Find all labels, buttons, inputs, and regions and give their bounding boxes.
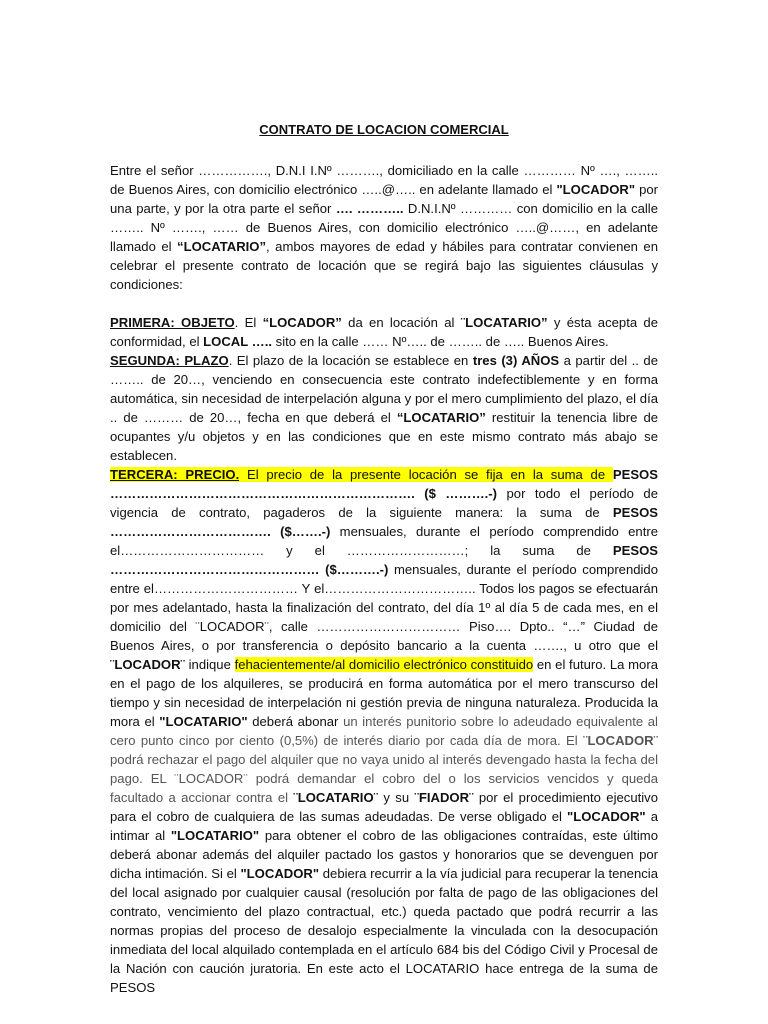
clause-text: mensuales, durante el período comprendido entre el…………………………… y el ………………………; la suma de — [110, 524, 658, 558]
clause-heading-primera: PRIMERA: OBJETO — [110, 315, 235, 330]
term-duration: tres (3) AÑOS — [472, 353, 560, 368]
grey-text: un interés punitorio sobre lo adeudado equivalente al cero punto cinco por ciento (0,5%) de interés diario por cada día de mora. El — [110, 714, 658, 748]
locatario-term: "LOCATARIO" — [170, 828, 260, 843]
document-title: CONTRATO DE LOCACION COMERCIAL — [259, 122, 509, 137]
clause-text: a partir del .. de …….. de 20…, venciendo en consecuencia este contrato indefectiblemente y en forma automática, sin necesidad de interpelación alguna y por el mero cumplimiento del plazo, el día .. de ……… de 20…, fecha en que deberá el — [110, 353, 658, 425]
intro-text: por una parte, y por la otra parte el señor — [110, 182, 659, 216]
clause-heading-segunda: SEGUNDA: PLAZO — [110, 353, 229, 368]
pesos-amount: PESOS ………………………………………… ($……….-) — [110, 543, 658, 577]
locatario-term: "LOCATARIO" — [159, 714, 248, 729]
locatario-term: “LOCATARIO” — [177, 239, 267, 254]
clause-text: en el futuro. La mora en el pago de los alquileres, se producirá en forma automática por el mero transcurso del tiempo y sin necesidad de interpelación ni gestión previa de ninguna naturaleza. Producida la mora el — [110, 657, 658, 729]
clause-text: a intimar al — [110, 809, 658, 843]
pesos-amount: PESOS ……………………………………………………………. ($ ……….-) — [110, 467, 658, 501]
clause-text: por el procedimiento ejecutivo para el cobro de cualquiera de las sumas adeudadas. De verse obligado el — [110, 790, 658, 824]
blank-name: …. ……….. — [335, 201, 404, 216]
locatario-term: ¨LOCATARIO” — [460, 315, 548, 330]
clause-primera — [110, 313, 658, 351]
clause-heading-tercera: TERCERA: PRECIO. — [110, 467, 240, 482]
clause-text: sito en la calle …… Nº….. de …….. de ….. Buenos Aires. — [272, 334, 609, 349]
clause-text: y ésta acepta de conformidad, el — [110, 315, 658, 349]
clause-text: da en locación al — [341, 315, 461, 330]
clause-text: . El — [234, 315, 263, 330]
clause-text: restituir la tenencia libre de ocupantes y/u objetos y en las condiciones que en este mismo contrato más abajo se establecen. — [110, 410, 659, 463]
locatario-term: ¨LOCATARIO¨ — [293, 790, 378, 805]
intro-text: Entre el señor ……………., D.N.I I.Nº ………., domiciliado en la calle ………… Nº …., …….. de Buenos Aires, con domicilio electrónico …..@….. en adelante llamado el — [110, 163, 658, 197]
locador-term: "LOCADOR" — [556, 182, 636, 197]
grey-text: podrá rechazar el pago del alquiler que no vaya unido al interés devengado hasta la fecha del pago. EL ¨LOCADOR¨ podrá demandar el cobro del o los servicios vencidos y queda facultado a accionar contra el — [110, 752, 658, 805]
clause-tercera — [110, 465, 658, 997]
locador-term: ¨LOCADOR¨ — [583, 733, 658, 748]
clause-text: . El plazo de la locación se establece en — [228, 353, 473, 368]
clause-text: debiera recurrir a la vía judicial para recuperar la tenencia del local asignado por cualquier causal (resolución por falta de pago de las obligaciones del contrato, vencimiento del plazo contractual, etc.) queda pactado que podrá recurrir a las normas propias del proceso de desalojo especialmente la vinculada con la desocupación inmediata del local alquilado contemplada en el artículo 684 bis del Código Civil y Procesal de la Nación con caución juratoria. En este acto el LOCATARIO hace entrega de la suma de PESOS — [110, 866, 658, 995]
clause-text: por todo el período de vigencia de contrato, pagaderos de la siguiente manera: la suma de — [110, 486, 658, 520]
locador-term: "LOCADOR" — [240, 866, 320, 881]
intro-text: D.N.I.Nº ………… con domicilio en la calle …….. Nº ……., …… de Buenos Aires, con domicilio electrónico …..@……, en adelante llamado el — [110, 201, 658, 254]
intro-text: , ambos mayores de edad y hábiles para contratar convienen en celebrar el presente contrato de locación que se regirá bajo las siguientes cláusulas y condiciones: — [110, 239, 658, 292]
locador-term: "LOCADOR" — [567, 809, 646, 824]
clause-text: deberá abonar — [247, 714, 344, 729]
intro-paragraph — [110, 161, 658, 294]
locador-term: ¨LOCADOR¨ — [110, 657, 185, 672]
highlighted-text: fehacientemente/al domicilio electrónico constituido — [234, 657, 534, 672]
local-term: LOCAL ….. — [203, 334, 273, 349]
clause-text: mensuales, durante el período comprendido entre el…………………………… Y el…………………………….. Todos los pagos se efectuarán por mes adelantado, hasta la finalización del contrato, del día 1º al día 5 de cada mes, en el domicilio del ¨LOCADOR¨, calle …………………………… Piso…. Dpto.. “…” Ciudad de Buenos Aires, o por transferencia o depósito bancario a la cuenta ……., u otro que el — [110, 562, 658, 653]
locador-term: “LOCADOR” — [262, 315, 342, 330]
fiador-term: ¨FIADOR¨ — [414, 790, 474, 805]
locatario-term: “LOCATARIO” — [396, 410, 486, 425]
clause-text: para obtener el cobro de las obligaciones contraídas, este último deberá abonar además del alquiler pactado los gastos y honorarios que se devenguen por dicha intimación. Si el — [110, 828, 658, 881]
highlighted-text: El precio de la presente locación se fija en la suma de — [239, 467, 613, 482]
clause-text: y su — [378, 790, 415, 805]
clause-segunda — [110, 351, 658, 465]
clause-text: indique — [184, 657, 235, 672]
pesos-amount: PESOS ………………………………. ($…….-) — [110, 505, 658, 539]
